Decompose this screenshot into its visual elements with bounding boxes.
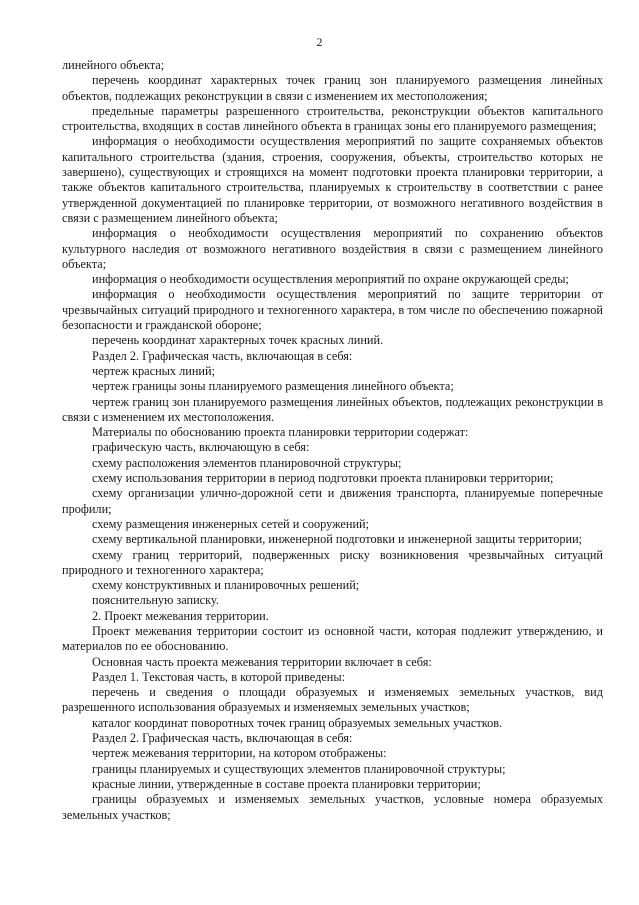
paragraph: информация о необходимости осуществления мероприятий по защите территории от чрезвычайных ситуаций природного и техногенного характера, в том числе по обеспечению пожарной безопасности и гражданской обороне; [62, 287, 603, 333]
page-number: 2 [316, 35, 323, 49]
paragraph: Раздел 1. Текстовая часть, в которой приведены: [92, 669, 346, 684]
paragraph: перечень и сведения о площади образуемых и изменяемых земельных участков, вид разрешенного использования образуемых и изменяемых земельных участков; [62, 685, 603, 715]
paragraph: схему расположения элементов планировочной структуры; [92, 455, 402, 470]
paragraph: схему вертикальной планировки, инженерной подготовки и инженерной защиты территории; [92, 532, 583, 547]
paragraph: предельные параметры разрешенного строительства, реконструкции объектов капитального строительства, входящих в состав линейного объекта в границах зоны его планируемого размещения; [62, 103, 603, 134]
paragraph: линейного объекта; [62, 58, 165, 72]
paragraph: Основная часть проекта межевания территории включает в себя: [92, 654, 432, 669]
paragraph: чертеж границы зоны планируемого размещения линейного объекта; [92, 379, 454, 394]
paragraph: границы планируемых и существующих элементов планировочной структуры; [92, 761, 506, 776]
paragraph: границы образуемых и изменяемых земельных участков, условные номера образуемых земельных участков; [62, 792, 603, 822]
paragraph: пояснительную записку. [92, 593, 219, 608]
paragraph: информация о необходимости осуществления мероприятий по защите сохраняемых объектов капитального строительства (здания, строения, сооружения, объекты, строительство которых не завершено), существующих и строящихся на момент подготовки проекта планировки территории, а также объектов капитального строительства, планируемых к строительству в соответствии с ранее утвержденной документацией по планировке территории, от возможного негативного воздействия в связи с размещением линейного объекта; [62, 134, 603, 225]
paragraph: схему конструктивных и планировочных решений; [92, 578, 360, 593]
paragraph: схему границ территорий, подверженных риску возникновения чрезвычайных ситуаций природного и техногенного характера; [62, 547, 603, 577]
paragraph: информация о необходимости осуществления мероприятий по сохранению объектов культурного наследия от возможного негативного воздействия в связи с размещением линейного объекта; [62, 226, 603, 271]
paragraph: красные линии, утвержденные в составе проекта планировки территории; [92, 776, 481, 791]
paragraph: 2. Проект межевания территории. [92, 608, 269, 623]
paragraph: чертеж границ зон планируемого размещения линейных объектов, подлежащих реконструкции в связи с изменением их местоположения. [62, 394, 603, 424]
paragraph: перечень координат характерных точек границ зон планируемого размещения линейных объектов, подлежащих реконструкции в связи с изменением их местоположения; [62, 73, 603, 103]
paragraph: графическую часть, включающую в себя: [92, 440, 310, 455]
paragraph: Раздел 2. Графическая часть, включающая в себя: [92, 348, 353, 363]
paragraph: каталог координат поворотных точек границ образуемых земельных участков. [92, 715, 503, 730]
paragraph: перечень координат характерных точек красных линий. [92, 333, 384, 348]
paragraph: Материалы по обоснованию проекта планировки территории содержат: [92, 425, 469, 440]
paragraph: схему размещения инженерных сетей и сооружений; [92, 516, 370, 531]
paragraph: Проект межевания территории состоит из основной части, которая подлежит утверждению, и материалов по ее обоснованию. [62, 623, 603, 654]
paragraph: чертеж межевания территории, на котором отображены: [92, 746, 387, 761]
paragraph: Раздел 2. Графическая часть, включающая в себя: [92, 731, 353, 746]
paragraph: схему использования территории в период подготовки проекта планировки территории; [92, 471, 554, 486]
paragraph: информация о необходимости осуществления мероприятий по охране окружающей среды; [92, 272, 569, 287]
document-body [62, 58, 603, 823]
paragraph: схему организации улично-дорожной сети и движения транспорта, планируемые поперечные профили; [62, 486, 603, 516]
paragraph: чертеж красных линий; [92, 363, 216, 378]
